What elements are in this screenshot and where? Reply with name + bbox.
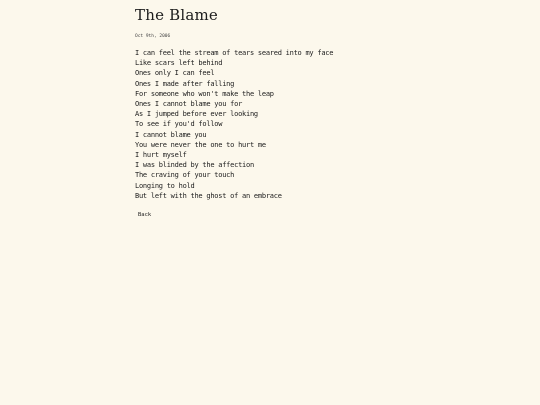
poem-line: I can feel the stream of tears seared into my face bbox=[135, 49, 334, 57]
poem-line: Longing to hold bbox=[135, 181, 195, 190]
post-container bbox=[135, 6, 515, 220]
poem-line: Like scars left behind bbox=[135, 59, 223, 68]
poem-line: The craving of your touch bbox=[135, 171, 235, 180]
poem-line: For someone who won't make the leap bbox=[135, 89, 274, 98]
post-date: Oct 9th, 2006 bbox=[135, 34, 171, 39]
poem-line: I cannot blame you bbox=[135, 130, 207, 139]
poem-line: As I jumped before ever looking bbox=[135, 110, 258, 119]
poem-line: Ones only I can feel bbox=[135, 69, 215, 78]
poem-line: I hurt myself bbox=[135, 151, 187, 160]
poem-line: But left with the ghost of an embrace bbox=[135, 191, 282, 200]
poem-body bbox=[135, 48, 515, 201]
poem-line: You were never the one to hurt me bbox=[135, 140, 266, 149]
poem-line: To see if you'd follow bbox=[135, 120, 223, 129]
poem-line: I was blinded by the affection bbox=[135, 161, 254, 170]
back-link[interactable]: Back bbox=[138, 212, 152, 219]
post-title: The Blame bbox=[135, 6, 218, 24]
poem-line: Ones I made after falling bbox=[135, 79, 235, 88]
poem-line: Ones I cannot blame you for bbox=[135, 100, 243, 109]
